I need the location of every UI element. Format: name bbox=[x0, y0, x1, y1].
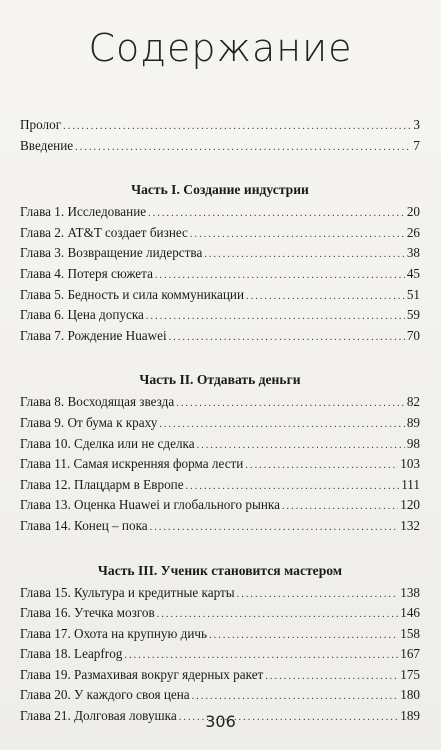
dot-leader bbox=[246, 285, 405, 308]
toc-entry-chapter bbox=[20, 665, 420, 686]
toc-entry-page: 167 bbox=[400, 646, 420, 662]
toc-entry-page: 38 bbox=[406, 245, 420, 261]
section-gap bbox=[20, 537, 420, 551]
toc-entry-chapter bbox=[20, 285, 420, 306]
toc-entry-page: 7 bbox=[413, 137, 420, 153]
toc-entry-chapter bbox=[20, 495, 420, 516]
toc-entry-chapter bbox=[20, 202, 420, 223]
toc-entry-label: Глава 21. Долговая ловушка bbox=[20, 708, 177, 724]
toc-entry-label: Глава 5. Бедность и сила коммуникации bbox=[20, 286, 245, 302]
dot-leader bbox=[148, 202, 405, 225]
toc-entry-page: 111 bbox=[401, 476, 420, 492]
toc-entry-page: 26 bbox=[406, 224, 420, 240]
dot-leader bbox=[157, 603, 399, 626]
toc-entry-page: 3 bbox=[413, 117, 420, 132]
toc-entry-label: Глава 13. Оценка Huawei и глобального рынка bbox=[20, 497, 280, 513]
toc-entry-page: 146 bbox=[400, 605, 420, 621]
toc-entry-label: Глава 8. Восходящая звезда bbox=[20, 394, 175, 410]
toc-entry-page: 189 bbox=[400, 708, 420, 724]
toc-entry-label: Глава 9. От бума к краху bbox=[20, 414, 158, 430]
dot-leader bbox=[186, 475, 400, 498]
dot-leader bbox=[197, 434, 405, 457]
toc-entry-page: 175 bbox=[400, 666, 420, 682]
toc-entry-label: Введение bbox=[20, 137, 74, 153]
toc-entry-chapter bbox=[20, 305, 420, 326]
dot-leader bbox=[209, 624, 398, 647]
dot-leader bbox=[169, 326, 405, 349]
section-gap bbox=[20, 156, 420, 170]
toc-entry-page: 180 bbox=[400, 687, 420, 703]
toc-entry-page: 98 bbox=[406, 435, 420, 451]
toc-entry-page: 120 bbox=[400, 497, 420, 513]
toc-entry-label: Глава 3. Возвращение лидерства bbox=[20, 245, 203, 261]
toc-entry-page: 45 bbox=[406, 265, 420, 281]
toc-entry-label: Глава 17. Охота на крупную дичь bbox=[20, 625, 208, 641]
toc-entry-label: Пролог bbox=[20, 117, 62, 132]
toc-entry-page: 158 bbox=[400, 625, 420, 641]
toc-entry-label: Глава 20. У каждого своя цена bbox=[20, 687, 190, 703]
toc-entry-chapter bbox=[20, 243, 420, 264]
dot-leader bbox=[155, 264, 405, 287]
dot-leader bbox=[245, 454, 398, 477]
part-heading: Часть I. Создание индустрии bbox=[131, 182, 309, 198]
toc-entry-page: 20 bbox=[406, 204, 420, 220]
toc-entry-label: Глава 11. Самая искренняя форма лести bbox=[20, 456, 244, 472]
toc-entry-page: 132 bbox=[400, 517, 420, 533]
toc-entry-label: Глава 1. Исследование bbox=[20, 204, 147, 220]
toc-entry-chapter bbox=[20, 454, 420, 475]
toc-entry-chapter bbox=[20, 434, 420, 455]
toc-entry-page: 59 bbox=[406, 307, 420, 323]
toc-entry-label: Глава 14. Конец – пока bbox=[20, 517, 148, 533]
dot-leader bbox=[282, 495, 398, 518]
toc-entry-page: 103 bbox=[400, 456, 420, 472]
toc-entry-chapter bbox=[20, 644, 420, 665]
toc-entry-page: 51 bbox=[406, 286, 420, 302]
table-of-contents bbox=[20, 115, 420, 727]
toc-entry-label: Глава 16. Утечка мозгов bbox=[20, 605, 155, 621]
dot-leader bbox=[265, 665, 398, 688]
toc-entry-chapter bbox=[20, 603, 420, 624]
dot-leader bbox=[159, 413, 404, 436]
dot-leader bbox=[63, 115, 411, 138]
toc-entry-label: Глава 12. Плацдарм в Европе bbox=[20, 476, 184, 492]
dot-leader bbox=[237, 583, 399, 606]
dot-leader bbox=[75, 136, 411, 159]
toc-entry-chapter bbox=[20, 685, 420, 706]
toc-entry-introduction bbox=[20, 136, 420, 157]
toc-entry-chapter bbox=[20, 624, 420, 645]
toc-entry-chapter bbox=[20, 392, 420, 413]
toc-entry-chapter bbox=[20, 516, 420, 537]
toc-entry-page: 89 bbox=[406, 414, 420, 430]
toc-entry-label: Глава 4. Потеря сюжета bbox=[20, 265, 153, 281]
dot-leader bbox=[204, 243, 404, 266]
toc-entry-label: Глава 2. AT&T создает бизнес bbox=[20, 224, 188, 240]
toc-entry-label: Глава 15. Культура и кредитные карты bbox=[20, 584, 235, 600]
dot-leader bbox=[146, 305, 405, 328]
part-heading: Часть III. Ученик становится мастером bbox=[97, 562, 343, 578]
toc-entry-label: Глава 6. Цена допуска bbox=[20, 307, 144, 323]
dot-leader bbox=[192, 685, 399, 708]
section-gap bbox=[20, 346, 420, 360]
toc-entry-chapter bbox=[20, 264, 420, 285]
dot-leader bbox=[176, 392, 405, 415]
toc-entry-label: Глава 7. Рождение Huawei bbox=[20, 327, 167, 343]
toc-entry-label: Глава 18. Leapfrog bbox=[20, 646, 123, 662]
dot-leader bbox=[124, 644, 398, 667]
page-number: 306 bbox=[205, 712, 236, 731]
part-heading: Часть II. Отдавать деньги bbox=[139, 372, 301, 388]
toc-entry-page: 70 bbox=[406, 327, 420, 343]
toc-entry-prologue bbox=[20, 115, 420, 136]
toc-entry-page: 138 bbox=[400, 584, 420, 600]
dot-leader bbox=[190, 223, 405, 246]
toc-entry-chapter bbox=[20, 326, 420, 347]
toc-entry-chapter bbox=[20, 413, 420, 434]
page-title: Содержание bbox=[88, 26, 353, 70]
toc-entry-label: Глава 10. Сделка или не сделка bbox=[20, 435, 195, 451]
toc-entry-chapter bbox=[20, 475, 420, 496]
parts-container bbox=[20, 156, 420, 726]
toc-entry-label: Глава 19. Размахивая вокруг ядерных ракет bbox=[20, 666, 264, 682]
dot-leader bbox=[150, 516, 399, 539]
toc-entry-page: 82 bbox=[406, 394, 420, 410]
toc-entry-chapter bbox=[20, 583, 420, 604]
toc-entry-chapter bbox=[20, 223, 420, 244]
